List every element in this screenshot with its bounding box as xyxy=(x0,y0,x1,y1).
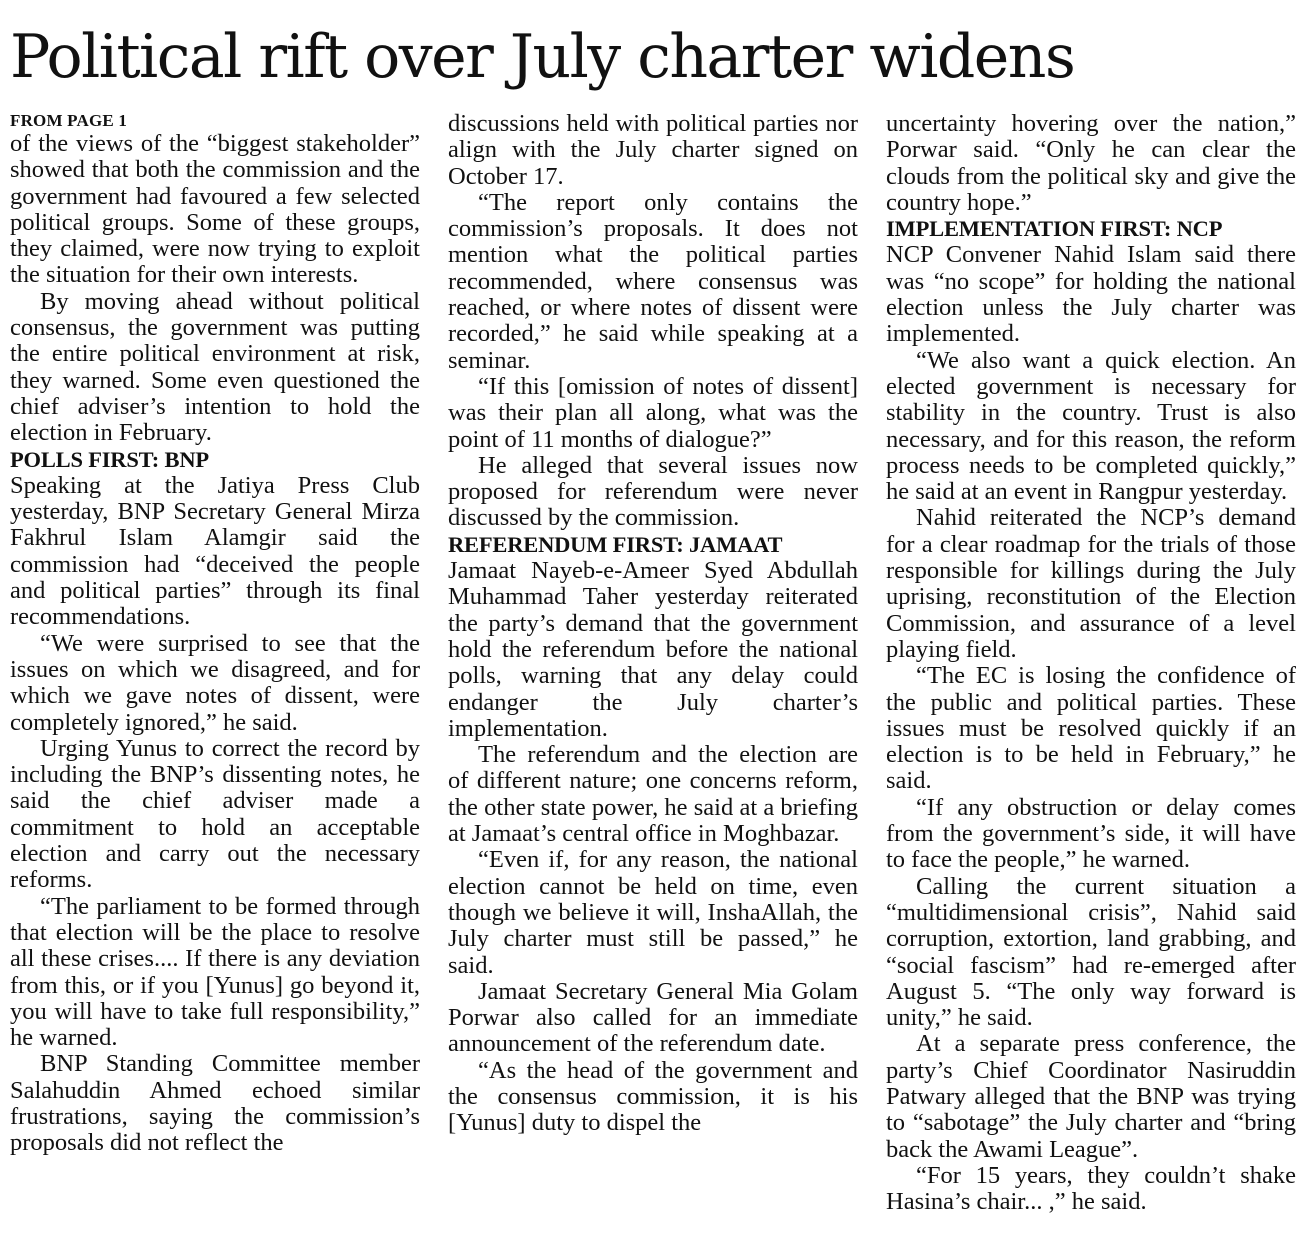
paragraph: of the views of the “biggest stakeholder” showed that both the commission and the government had favoured a few selected political groups. Some of these groups, they claimed, were now trying to exploit the situation for their own interests. xyxy=(10,130,420,289)
paragraph: Jamaat Nayeb-e-Ameer Syed Abdullah Muhammad Taher yesterday reiterated the party’s demand that the government hold the referendum before the national polls, warning that any delay could endanger the July charter’s implementation. xyxy=(448,557,858,742)
paragraph: “Even if, for any reason, the national election cannot be held on time, even though we believe it will, InshaAllah, the July charter must still be passed,” he said. xyxy=(448,846,858,979)
paragraph: discussions held with political parties nor align with the July charter signed on October 17. xyxy=(448,111,858,190)
paragraph: “We were surprised to see that the issues on which we disagreed, and for which we gave notes of dissent, were completely ignored,” he said. xyxy=(10,629,420,736)
paragraph: BNP Standing Committee member Salahuddin Ahmed echoed similar frustrations, saying the commission’s proposals did not reflect the xyxy=(10,1050,420,1157)
paragraph: Calling the current situation a “multidimensional crisis”, Nahid said corruption, extortion, land grabbing, and “social fascism” had re-emerged after August 5. “The only way forward is unity,” he said. xyxy=(886,872,1296,1032)
paragraph: Nahid reiterated the NCP’s demand for a clear roadmap for the trials of those responsible for killings during the July uprising, reconstitution of the Election Commission, and assurance of a level playing field. xyxy=(886,504,1296,663)
paragraph: He alleged that several issues now proposed for referendum were never discussed by the commission. xyxy=(448,451,858,532)
paragraph: By moving ahead without political consensus, the government was putting the entire political environment at risk, they warned. Some even questioned the chief adviser’s intention to hold the election in February. xyxy=(10,287,420,447)
paragraph: NCP Convener Nahid Islam said there was “no scope” for holding the national election unless the July charter was implemented. xyxy=(886,241,1296,348)
paragraph: Urging Yunus to correct the record by including the BNP’s dissenting notes, he said the chief adviser made a commitment to hold an acceptable election and carry out the necessary reforms. xyxy=(10,734,420,894)
paragraph: “If this [omission of notes of dissent] was their plan all along, what was the point of 11 months of dialogue?” xyxy=(448,372,858,453)
paragraph: Jamaat Secretary General Mia Golam Porwar also called for an immediate announcement of the referendum date. xyxy=(448,977,858,1058)
paragraph: The referendum and the election are of different nature; one concerns reform, the other state power, he said at a briefing at Jamaat’s central office in Moghbazar. xyxy=(448,741,858,848)
paragraph: “We also want a quick election. An elected government is necessary for stability in the country. Trust is also necessary, and for this reason, the reform process needs to be completed quickly,” he said at an event in Rangpur yesterday. xyxy=(886,346,1296,506)
subhead-referendum-first-jamaat: REFERENDUM FIRST: JAMAAT xyxy=(448,531,783,557)
paragraph: Speaking at the Jatiya Press Club yesterday, BNP Secretary General Mirza Fakhrul Islam Alamgir said the commission had “deceived the people and political parties” through its final recommendations. xyxy=(10,471,420,631)
paragraph: “The EC is losing the confidence of the public and political parties. These issues must be resolved quickly if an election is to be held in February,” he said. xyxy=(886,662,1296,795)
paragraph: “The report only contains the commission’s proposals. It does not mention what the political parties recommended, where consensus was reached, or where notes of dissent were recorded,” he said while speaking at a seminar. xyxy=(448,188,858,374)
article-column-3 xyxy=(886,111,1296,1251)
continuation-kicker: FROM PAGE 1 xyxy=(10,111,128,130)
article-column-2 xyxy=(448,111,858,1251)
article-column-1 xyxy=(10,111,420,1251)
paragraph: “If any obstruction or delay comes from the government’s side, it will have to face the people,” he warned. xyxy=(886,793,1296,874)
headline: Political rift over July charter widens xyxy=(10,22,1075,92)
paragraph: “As the head of the government and the consensus commission, it is his [Yunus] duty to dispel the xyxy=(448,1056,858,1137)
paragraph: “For 15 years, they couldn’t shake Hasina’s chair... ,” he said. xyxy=(886,1161,1296,1216)
paragraph: uncertainty hovering over the nation,” Porwar said. “Only he can clear the clouds from the political sky and give the country hope.” xyxy=(886,111,1296,216)
paragraph: “The parliament to be formed through that election will be the place to resolve all these crises.... If there is any deviation from this, or if you [Yunus] go beyond it, you will have to take full responsibility,” he warned. xyxy=(10,892,420,1052)
paragraph: At a separate press conference, the party’s Chief Coordinator Nasiruddin Patwary alleged that the BNP was trying to “sabotage” the July charter and “bring back the Awami League”. xyxy=(886,1030,1296,1163)
subhead-implementation-first-ncp: IMPLEMENTATION FIRST: NCP xyxy=(886,216,1223,242)
subhead-polls-first-bnp: POLLS FIRST: BNP xyxy=(10,446,209,472)
